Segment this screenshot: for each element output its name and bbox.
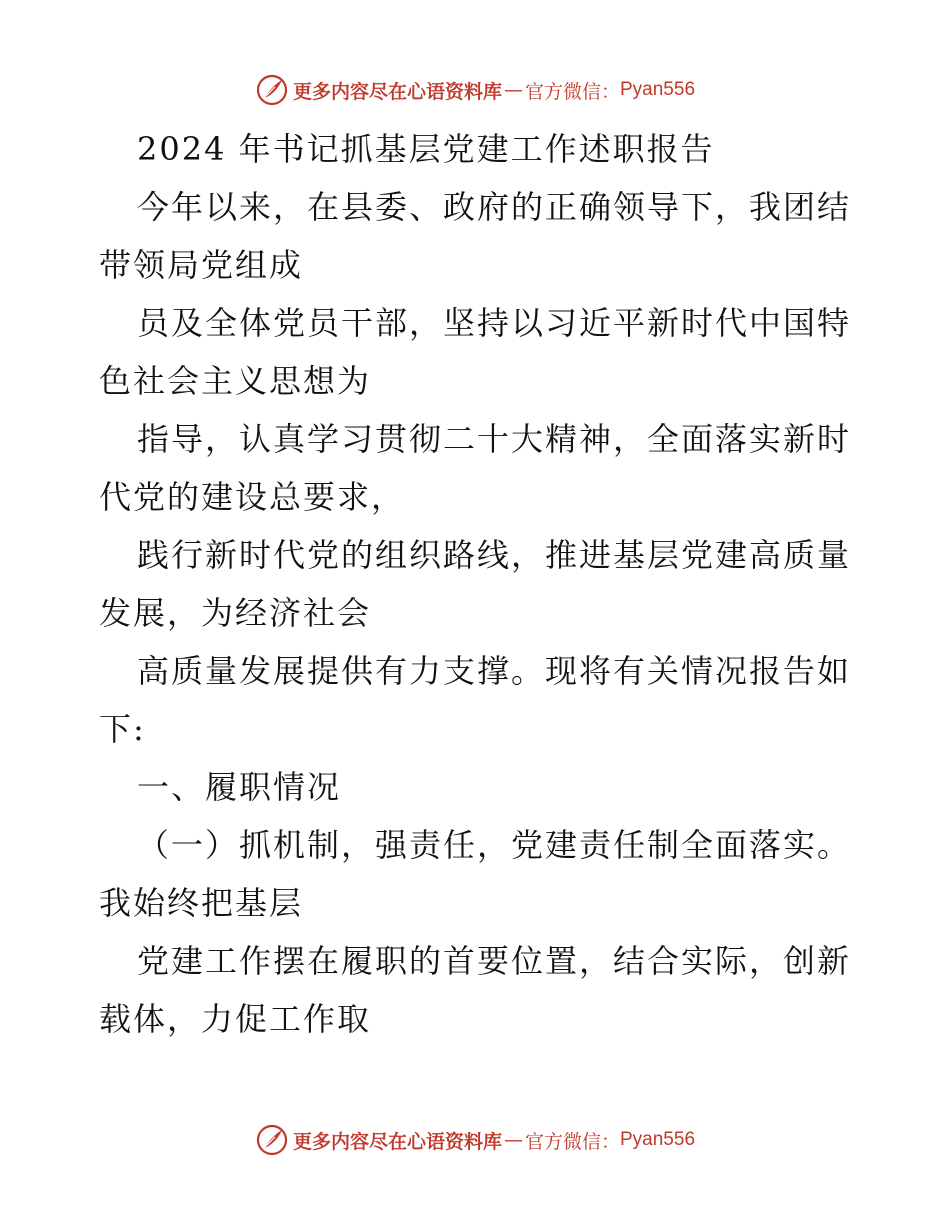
paragraph-line: 党建工作摆在履职的首要位置，结合实际，创新 — [137, 942, 852, 980]
paragraph-line: 载体，力促工作取 — [99, 1000, 372, 1038]
watermark-brand-text: 更多内容尽在心语资料库 — [292, 1130, 502, 1153]
watermark-separator: — — [503, 1129, 523, 1151]
paragraph-line: 我始终把基层 — [99, 884, 304, 922]
watermark-banner-bottom — [0, 1120, 950, 1160]
paragraph-line: 员及全体党员干部，坚持以习近平新时代中国特 — [137, 304, 852, 342]
paragraph-line: 指导，认真学习贯彻二十大精神，全面落实新时 — [137, 420, 852, 458]
watermark-wechat-id: Pyan556 — [620, 79, 696, 100]
paragraph-line: 践行新时代党的组织路线，推进基层党建高质量 — [137, 536, 852, 574]
document-body — [99, 120, 859, 1048]
section-heading: 一、履职情况 — [137, 768, 342, 806]
paragraph-line: 带领局党组成 — [99, 246, 304, 284]
watermark-brand-text: 更多内容尽在心语资料库 — [292, 80, 502, 103]
feather-pen-logo-icon — [255, 1123, 289, 1157]
subsection-heading: （一）抓机制，强责任，党建责任制全面落实。 — [137, 826, 852, 864]
paragraph-line: 今年以来，在县委、政府的正确领导下，我团结 — [137, 188, 852, 226]
document-title: 2024 年书记抓基层党建工作述职报告 — [137, 130, 715, 168]
watermark-wechat-label: 官方微信： — [524, 1130, 620, 1153]
watermark-separator: — — [503, 79, 523, 101]
paragraph-line: 发展，为经济社会 — [99, 594, 372, 632]
watermark-wechat-label: 官方微信： — [524, 80, 620, 103]
paragraph-line: 下: — [99, 710, 146, 748]
watermark-banner-top — [0, 70, 950, 110]
watermark-wechat-id: Pyan556 — [620, 1129, 696, 1150]
paragraph-line: 色社会主义思想为 — [99, 362, 372, 400]
paragraph-line: 代党的建设总要求， — [99, 478, 406, 516]
feather-pen-logo-icon — [255, 73, 289, 107]
paragraph-line: 高质量发展提供有力支撑。现将有关情况报告如 — [137, 652, 852, 690]
